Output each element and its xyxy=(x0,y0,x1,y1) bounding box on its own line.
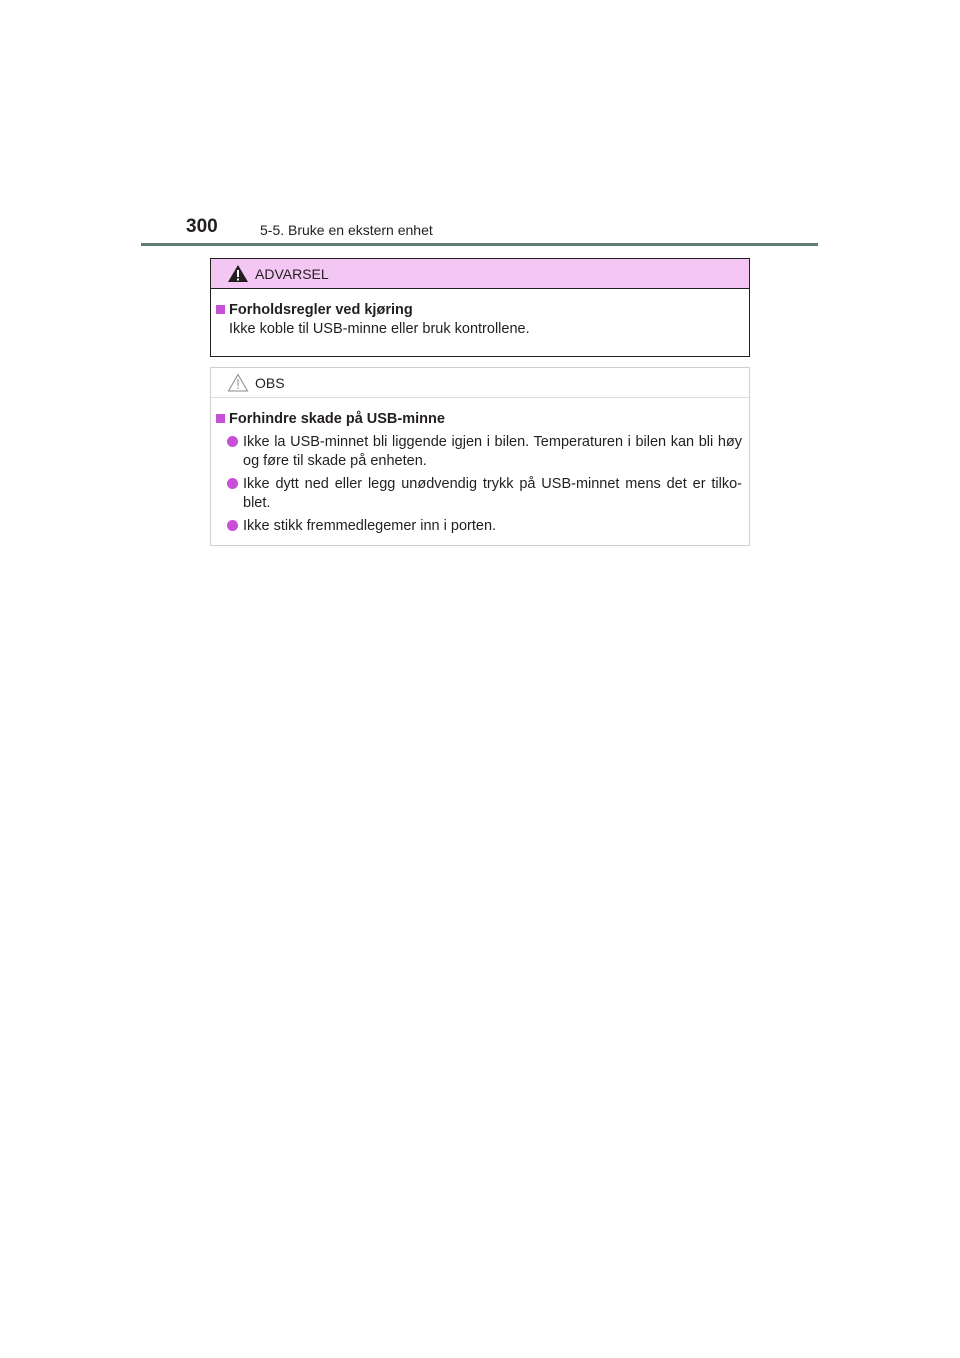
notice-box xyxy=(210,367,750,546)
round-bullet-icon xyxy=(227,520,238,531)
square-bullet-icon xyxy=(216,414,225,423)
warning-text: Ikke koble til USB-minne eller bruk kontrollene. xyxy=(229,321,530,337)
warning-title: ADVARSEL xyxy=(255,266,329,282)
warning-box-header xyxy=(211,259,749,289)
warning-heading-text: Forholdsregler ved kjøring xyxy=(229,302,413,318)
page-number: 300 xyxy=(186,216,218,237)
list-item-text: Ikke stikk fremmedlegemer inn i porten. xyxy=(243,518,497,534)
list-item-text: Ikke dytt ned eller legg unødvendig trykk på USB-minnet mens det er tilko-blet. xyxy=(243,476,742,511)
list-item xyxy=(211,433,749,471)
square-bullet-icon xyxy=(216,305,225,314)
warning-box xyxy=(210,258,750,357)
list-item-text: Ikke la USB-minnet bli liggende igjen i bilen. Temperaturen i bilen kan bli høy og føre til skade på enheten. xyxy=(243,434,742,469)
list-item xyxy=(211,517,749,536)
notice-title: OBS xyxy=(255,375,285,391)
warning-heading xyxy=(211,301,749,320)
notice-heading xyxy=(211,410,749,429)
warning-triangle-icon xyxy=(227,264,249,283)
round-bullet-icon xyxy=(227,478,238,489)
round-bullet-icon xyxy=(227,436,238,447)
notice-box-header xyxy=(211,368,749,398)
notice-heading-text: Forhindre skade på USB-minne xyxy=(229,411,445,427)
list-item xyxy=(211,475,749,513)
running-header: 5-5. Bruke en ekstern enhet xyxy=(260,222,433,238)
caution-triangle-outline-icon xyxy=(227,373,249,392)
header-rule xyxy=(141,243,818,246)
